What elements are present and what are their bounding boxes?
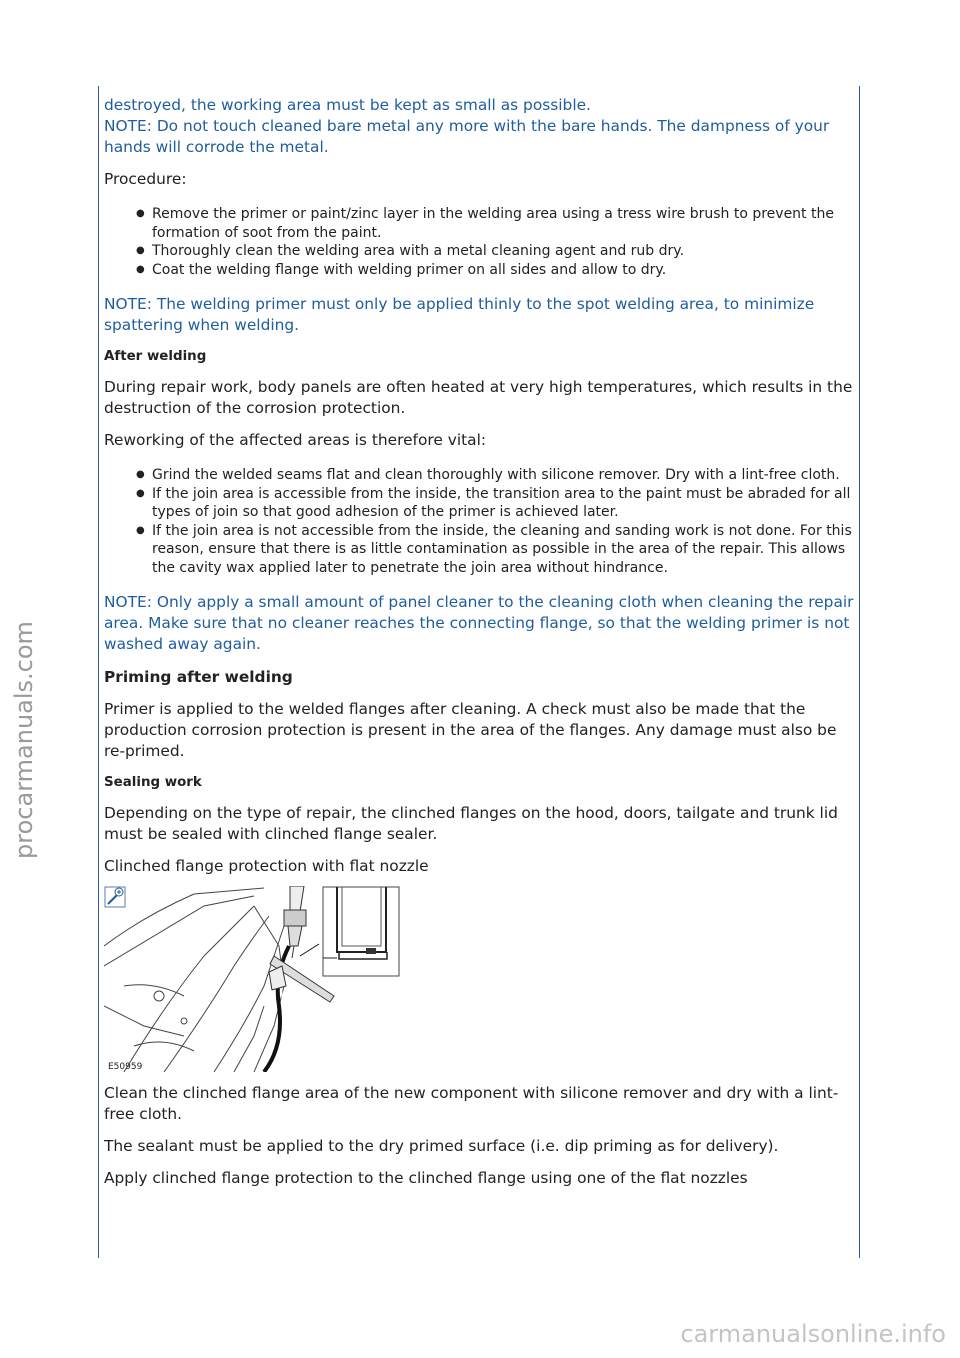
list-item: ● Remove the primer or paint/zinc layer in the welding area using a tress wire brush to prevent the formation of soot from the paint. <box>152 205 854 242</box>
list-item: ● If the join area is not accessible from the inside, the cleaning and sanding work is not done. For this reason, ensure that there is as little contamination as possible in the area of the repair. This allows the cavity wax applied later to penetrate the join area without hindrance. <box>152 522 854 578</box>
figure-reference-label: E50959 <box>108 1062 143 1072</box>
document-body <box>104 95 854 1189</box>
paragraph-clinched-flanges: Depending on the type of repair, the clinched flanges on the hood, doors, tailgate and trunk lid must be sealed with clinched flange sealer. <box>104 804 838 843</box>
rework-list <box>104 466 854 577</box>
paragraph-apply-protection: Apply clinched flange protection to the clinched flange using one of the flat nozzles <box>104 1169 748 1187</box>
list-item: ● Thoroughly clean the welding area with a metal cleaning agent and rub dry. <box>152 242 854 261</box>
heading-sealing-work: Sealing work <box>104 775 202 790</box>
note-welding-primer: NOTE: The welding primer must only be applied thinly to the spot welding area, to minimize spattering when welding. <box>104 295 815 334</box>
paragraph-clean-flange: Clean the clinched flange area of the new component with silicone remover and dry with a lint-free cloth. <box>104 1084 839 1123</box>
procedure-list <box>104 205 854 279</box>
illustration-flat-nozzle <box>104 886 400 1072</box>
figure-caption: Clinched flange protection with flat nozzle <box>104 857 429 875</box>
procedure-label: Procedure: <box>104 170 187 188</box>
inset-detail <box>323 887 399 976</box>
illustration-drawing <box>104 886 400 1072</box>
paragraph-repair-heat: During repair work, body panels are often heated at very high temperatures, which results in the destruction of the corrosion protection. <box>104 378 853 417</box>
paragraph-reworking: Reworking of the affected areas is therefore vital: <box>104 431 487 449</box>
left-margin-rule <box>98 86 99 1258</box>
right-margin-rule <box>859 86 860 1258</box>
list-item: ● If the join area is accessible from the inside, the transition area to the paint must be abraded for all types of join so that good adhesion of the primer is achieved later. <box>152 485 854 522</box>
note-panel-cleaner: NOTE: Only apply a small amount of panel cleaner to the cleaning cloth when cleaning the repair area. Make sure that no cleaner reaches the connecting flange, so that the welding primer is not washed away again. <box>104 593 854 653</box>
heading-priming-after-welding: Priming after welding <box>104 668 293 686</box>
watermark-carmanualsonline: carmanualsonline.info <box>680 1320 946 1348</box>
watermark-procarmanuals: procarmanuals.com <box>10 621 38 859</box>
zoom-icon[interactable] <box>105 887 125 907</box>
list-item: ● Coat the welding flange with welding primer on all sides and allow to dry. <box>152 261 854 280</box>
heading-after-welding: After welding <box>104 349 207 364</box>
note-bare-metal: NOTE: Do not touch cleaned bare metal any more with the bare hands. The dampness of your hands will corrode the metal. <box>104 117 830 156</box>
paragraph-sealant: The sealant must be applied to the dry primed surface (i.e. dip priming as for delivery). <box>104 1137 779 1155</box>
paragraph-primer: Primer is applied to the welded flanges after cleaning. A check must also be made that the production corrosion protection is present in the area of the flanges. Any damage must also be re-primed. <box>104 700 837 760</box>
continued-text: destroyed, the working area must be kept as small as possible. <box>104 96 591 114</box>
list-item: ● Grind the welded seams flat and clean thoroughly with silicone remover. Dry with a lint-free cloth. <box>152 466 854 485</box>
